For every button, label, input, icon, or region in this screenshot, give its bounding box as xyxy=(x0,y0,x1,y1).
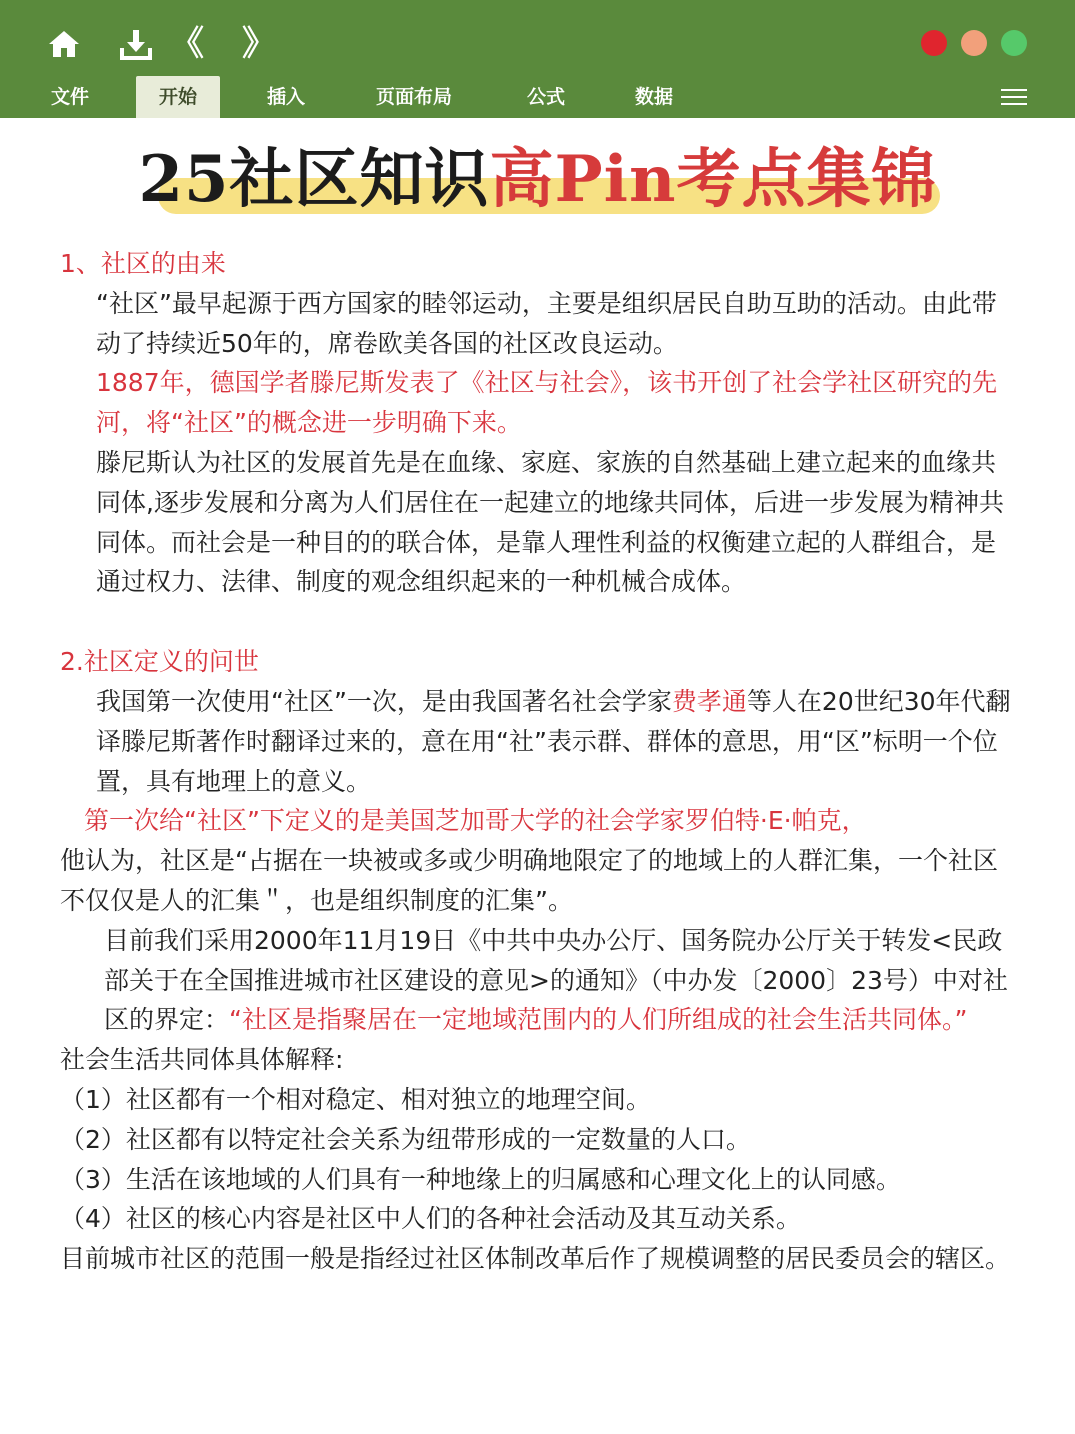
close-button[interactable] xyxy=(921,30,947,56)
ribbon-tabs xyxy=(0,76,1075,118)
section-2-paragraph-1 xyxy=(60,682,1020,801)
section-2-paragraph-2-cont: 他认为，社区是“占据在一块被或多或少明确地限定了的地域上的人群汇集，一个社区不仅仅是人的汇集＂，也是组织制度的汇集”。 xyxy=(60,846,998,915)
tab-page-layout[interactable]: 页面布局 xyxy=(375,86,452,108)
list-item: （4）社区的核心内容是社区中人们的各种社会活动及其互动关系。 xyxy=(60,1204,801,1234)
section-1-paragraph-1: “社区”最早起源于西方国家的睦邻运动，主要是组织居民自助互助的活动。由此带动了持续近50年的，席卷欧美各国的社区改良运动。 xyxy=(96,288,997,358)
highlight-definition: 第一次给“社区”下定义的是美国芝加哥大学的社会学家罗伯特·E·帕克， xyxy=(84,806,867,836)
home-icon[interactable] xyxy=(44,24,84,64)
closing-paragraph: 目前城市社区的范围一般是指经过社区体制改革后作了规模调整的居民委员会的辖区。 xyxy=(60,1244,1011,1274)
section-2-heading: 2.社区定义的问世 xyxy=(60,647,259,677)
article-body xyxy=(60,244,1020,1279)
title-part-black: 25社区知识 xyxy=(138,142,490,217)
menu-icon[interactable] xyxy=(1001,84,1027,110)
maximize-button[interactable] xyxy=(1001,30,1027,56)
highlight-name: 费孝通 xyxy=(671,686,747,716)
list-item: （1）社区都有一个相对稳定、相对独立的地理空间。 xyxy=(60,1084,651,1114)
page-title-area xyxy=(0,130,1075,230)
download-icon[interactable] xyxy=(116,24,156,64)
list-item: （3）生活在该地域的人们具有一种地缘上的归属感和心理文化上的认同感。 xyxy=(60,1164,901,1194)
section-1-paragraph-3: 滕尼斯认为社区的发展首先是在血缘、家庭、家族的自然基础上建立起来的血缘共同体,逐步发展和分离为人们居住在一起建立的地缘共同体，后进一步发展为精神共同体。而社会是一种目的的联合体，是靠人理性利益的权衡建立起的人群组合，是通过权力、法律、制度的观念组织起来的一种机械合成体。 xyxy=(96,447,1004,597)
text-span: 目前我们采用2000年11月19日《中共中央办公厅、国务院办公厅关于转发<民政部关于在全国推进城市社区建设的意见>的通知》（中办发〔2000〕23号）中对社区的界定： xyxy=(104,925,1008,1035)
section-1-heading: 1、社区的由来 xyxy=(60,249,226,278)
text-span: 我国第一次使用“社区”一次，是由我国著名社会学家 xyxy=(96,686,672,716)
quick-access-icons xyxy=(44,24,276,64)
title-part-red: 高Pin考点集锦 xyxy=(489,142,937,217)
tab-formulas[interactable]: 公式 xyxy=(526,86,565,108)
highlight-quote: “社区是指聚居在一定地域范围内的人们所组成的社会生活共同体。” xyxy=(229,1005,968,1035)
tab-insert[interactable]: 插入 xyxy=(266,86,305,108)
tab-data[interactable]: 数据 xyxy=(634,86,673,108)
page-title xyxy=(0,130,1075,230)
minimize-button[interactable] xyxy=(961,30,987,56)
window-controls xyxy=(921,30,1027,56)
tab-home[interactable]: 开始 xyxy=(136,76,220,118)
section-1-paragraph-2: 1887年，德国学者滕尼斯发表了《社区与社会》，该书开创了社会学社区研究的先河，将“社区”的概念进一步明确下来。 xyxy=(96,368,998,438)
section-2-paragraph-3 xyxy=(60,921,1020,1040)
list-title: 社会生活共同体具体解释: xyxy=(60,1045,344,1075)
tab-file[interactable]: 文件 xyxy=(50,86,89,108)
back-icon[interactable]: 《 xyxy=(170,24,198,64)
text-span: 等人在20世纪30年代翻译滕尼斯著作时翻译过来的，意在用“社”表示群、群体的意思，用“区”标明一个位置，具有地理上的意义。 xyxy=(96,686,1011,796)
app-toolbar xyxy=(0,0,1075,118)
section-2-paragraph-2 xyxy=(60,801,1020,841)
list-item: （2）社区都有以特定社会关系为纽带形成的一定数量的人口。 xyxy=(60,1124,751,1154)
forward-icon[interactable]: 》 xyxy=(242,24,270,64)
